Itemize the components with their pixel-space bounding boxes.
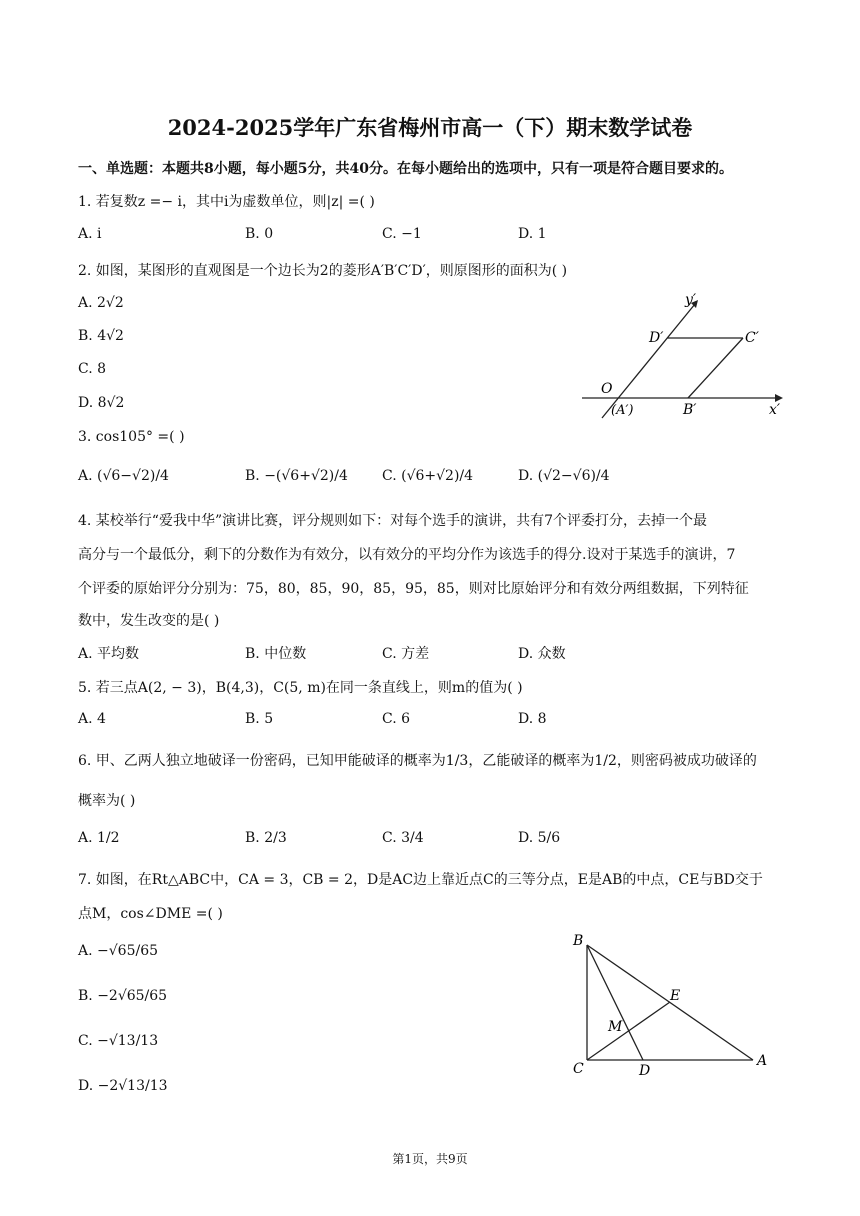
question-6-line-2: 概率为( ) — [78, 793, 136, 809]
q1-option-c: C. −1 — [382, 226, 422, 242]
question-6-line-1: 6. 甲、乙两人独立地破译一份密码，已知甲能破译的概率为1/3，乙能破译的概率为1/2，则密码被成功破译的 — [78, 753, 757, 769]
label-a: (A′) — [611, 403, 634, 418]
q2-option-c: C. 8 — [78, 361, 107, 377]
q2-option-d: D. 8√2 — [78, 395, 125, 411]
q2-option-b: B. 4√2 — [78, 328, 124, 344]
x-axis-arrow — [775, 394, 783, 402]
question-4-line-2: 高分与一个最低分，剩下的分数作为有效分，以有效分的平均分作为该选手的得分.设对于某选手的演讲，7 — [78, 547, 736, 563]
q2-rhombus-figure — [575, 290, 790, 420]
q7-option-c: C. −√13/13 — [78, 1033, 159, 1049]
q4-option-a: A. 平均数 — [78, 646, 140, 662]
question-4-line-1: 4. 某校举行“爱我中华”演讲比赛，评分规则如下：对每个选手的演讲，共有7个评委打分，去掉一个最 — [78, 513, 708, 529]
question-2-stem: 2. 如图，某图形的直观图是一个边长为2的菱形A′B′C′D′，则原图形的面积为( ) — [78, 263, 568, 279]
label-b: B — [573, 933, 584, 949]
q6-option-d: D. 5/6 — [518, 830, 561, 846]
label-b: B′ — [683, 402, 697, 418]
q2-option-a: A. 2√2 — [78, 295, 124, 311]
q4-option-d: D. 众数 — [518, 646, 566, 662]
segment-ce — [587, 1002, 670, 1060]
q5-option-c: C. 6 — [382, 711, 411, 727]
q3-option-b: B. −(√6+√2)/4 — [245, 468, 348, 484]
question-1-stem: 1. 若复数z =− i，其中i为虚数单位，则|z| =( ) — [78, 194, 375, 210]
q5-option-d: D. 8 — [518, 711, 547, 727]
q6-option-c: C. 3/4 — [382, 830, 424, 846]
y-axis — [602, 304, 695, 418]
q7-option-b: B. −2√65/65 — [78, 988, 168, 1004]
segment-bd — [587, 945, 643, 1060]
q1-option-d: D. 1 — [518, 226, 547, 242]
q4-option-c: C. 方差 — [382, 646, 430, 662]
label-d: D′ — [649, 330, 664, 346]
question-7-line-1: 7. 如图，在Rt△ABC中，CA = 3，CB = 2，D是AC边上靠近点C的三等分点，E是AB的中点，CE与BD交于 — [78, 872, 763, 888]
label-x: x′ — [769, 402, 781, 418]
label-c: C — [573, 1061, 584, 1077]
question-7-line-2: 点M，cos∠DME =( ) — [78, 906, 223, 922]
q3-option-a: A. (√6−√2)/4 — [78, 468, 169, 484]
page-footer: 第1页，共9页 — [392, 1152, 468, 1166]
label-e: E — [670, 988, 681, 1004]
question-3-stem: 3. cos105° =( ) — [78, 429, 185, 445]
paper-title: 2024-2025学年广东省梅州市高一（下）期末数学试卷 — [167, 115, 693, 140]
label-a: A — [757, 1053, 768, 1069]
question-4-line-4: 数中，发生改变的是( ) — [78, 613, 220, 629]
label-d: D — [639, 1063, 651, 1079]
q6-option-a: A. 1/2 — [78, 830, 120, 846]
q1-option-a: A. i — [78, 226, 102, 242]
q7-triangle-figure — [565, 925, 780, 1085]
side-bc — [688, 338, 743, 398]
label-o: O — [601, 381, 613, 397]
question-4-line-3: 个评委的原始评分分别为：75，80，85，90，85，95，85，则对比原始评分和有效分两组数据，下列特征 — [78, 581, 749, 597]
q5-option-a: A. 4 — [78, 711, 106, 727]
q4-option-b: B. 中位数 — [245, 646, 307, 662]
q1-option-b: B. 0 — [245, 226, 274, 242]
q7-option-d: D. −2√13/13 — [78, 1078, 168, 1094]
label-y: y′ — [685, 292, 697, 308]
q6-option-b: B. 2/3 — [245, 830, 287, 846]
label-m: M — [608, 1019, 623, 1035]
q7-option-a: A. −√65/65 — [78, 943, 159, 959]
label-c: C′ — [745, 330, 759, 346]
question-5-stem: 5. 若三点A(2, − 3)，B(4,3)，C(5, m)在同一条直线上，则m的值为( ) — [78, 680, 523, 696]
section-heading: 一、单选题：本题共8小题，每小题5分，共40分。在每小题给出的选项中，只有一项是符合题目要求的。 — [78, 161, 733, 177]
q3-option-d: D. (√2−√6)/4 — [518, 468, 610, 484]
q3-option-c: C. (√6+√2)/4 — [382, 468, 474, 484]
q5-option-b: B. 5 — [245, 711, 274, 727]
